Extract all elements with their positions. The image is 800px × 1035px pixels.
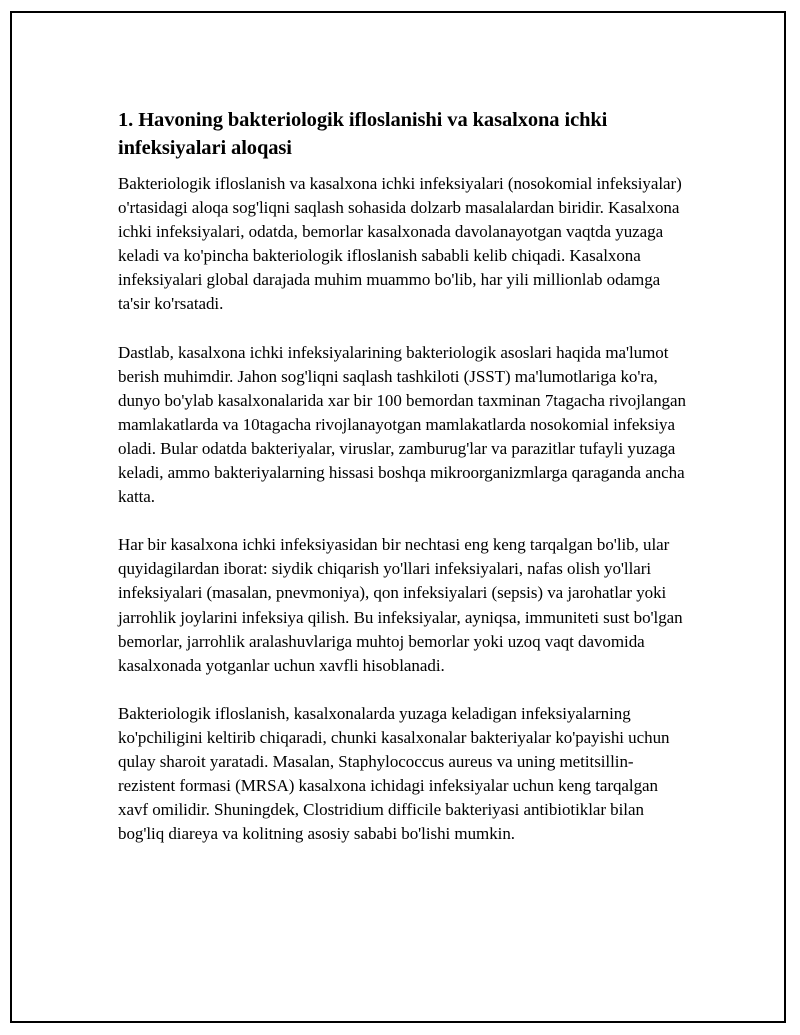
paragraph-4: Bakteriologik ifloslanish, kasalxonalarda yuzaga keladigan infeksiyalarning ko'pchiligini keltirib chiqaradi, chunki kasalxonalar bakteriyalar ko'payishi uchun qulay sharoit yaratadi. Masalan, Staphylococcus aureus va uning metitsillin-rezistent formasi (MRSA) kasalxona ichidagi infeksiyalar uchun keng tarqalgan xavf omilidir. Shuningdek, Clostridium difficile bakteriyasi antibiotiklar bilan bog'liq diareya va kolitning asosiy sababi bo'lishi mumkin.	[118, 703, 670, 844]
paragraph-3: Har bir kasalxona ichki infeksiyasidan bir nechtasi eng keng tarqalgan bo'lib, ular quyidagilardan iborat: siydik chiqarish yo'llari infeksiyalari, nafas olish yo'llari infeksiyalari (masalan, pnevmoniya), qon infeksiyalari (sepsis) va jarohatlar yoki jarrohlik joylarini infeksiya qilish. Bu infeksiyalar, ayniqsa, immuniteti sust bo'lgan bemorlar, jarrohlik aralashuvlariga muhtoj bemorlar yoki uzoq vaqt davomida kasalxonada yotganlar uchun xavfli hisoblanadi.	[118, 535, 683, 675]
document-content	[118, 106, 688, 870]
paragraph-1: Bakteriologik ifloslanish va kasalxona ichki infeksiyalari (nosokomial infeksiyalar) o'rtasidagi aloqa sog'liqni saqlash sohasida dolzarb masalalardan biridir. Kasalxona ichki infeksiyalari, odatda, bemorlar kasalxonada davolanayotgan vaqtda yuzaga keladi va ko'pincha bakteriologik ifloslanish sababli kelib chiqadi. Kasalxona infeksiyalari global darajada muhim muammo bo'lib, har yili millionlab odamga ta'sir ko'rsatadi.	[118, 174, 682, 314]
section-heading: 1. Havoning bakteriologik ifloslanishi va kasalxona ichki infeksiyalari aloqasi	[118, 109, 608, 159]
page-frame	[10, 11, 786, 1023]
paragraph-2: Dastlab, kasalxona ichki infeksiyalarining bakteriologik asoslari haqida ma'lumot berish muhimdir. Jahon sog'liqni saqlash tashkiloti (JSST) ma'lumotlariga ko'ra, dunyo bo'ylab kasalxonalarida xar bir 100 bemordan taxminan 7tagacha rivojlangan mamlakatlarda va 10tagacha rivojlanayotgan mamlakatlarda nosokomial infeksiya oladi. Bular odatda bakteriyalar, viruslar, zamburug'lar va parazitlar tufayli yuzaga keladi, ammo bakteriyalarning hissasi boshqa mikroorganizmlarga qaraganda ancha katta.	[118, 342, 686, 507]
